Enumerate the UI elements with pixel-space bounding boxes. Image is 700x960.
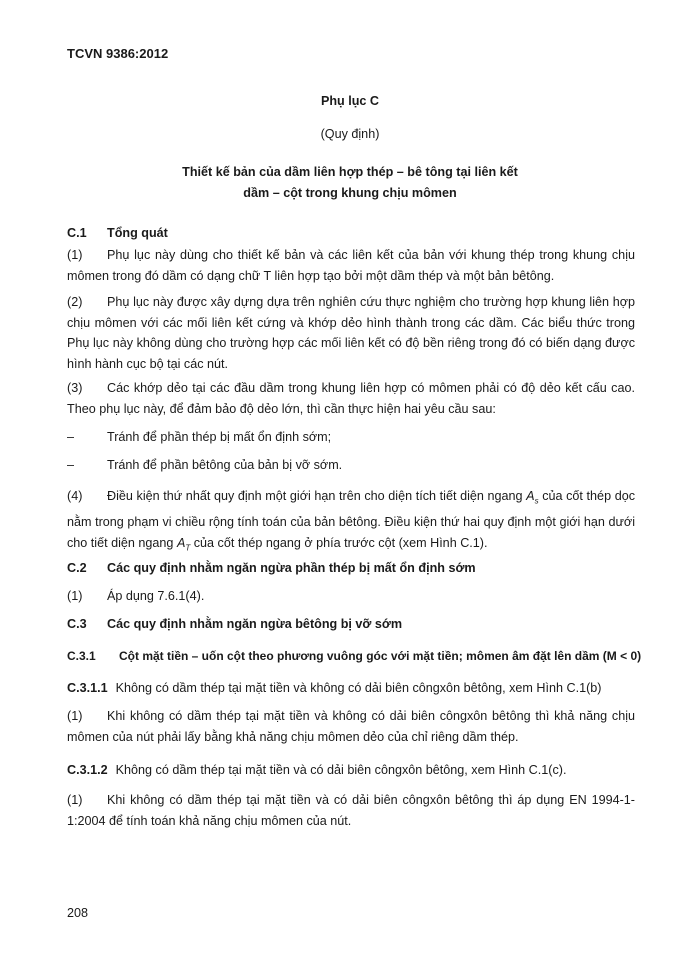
paragraph-text: Các khớp dẻo tại các đầu dầm trong khung liên hợp có mômen phải có độ dẻo kết cấu cao. Theo phụ lục này, để đảm bảo độ dẻo lớn, thì cần thực hiện hai yêu cầu sau: xyxy=(67,381,635,416)
section-title: Cột mặt tiền – uốn cột theo phương vuông góc với mặt tiền; mômen âm đặt lên dầm (M < 0) xyxy=(119,649,642,663)
document-header: TCVN 9386:2012 xyxy=(67,46,169,61)
bullet-item xyxy=(67,427,635,448)
section-c312-heading xyxy=(67,763,566,777)
section-title: Tổng quát xyxy=(107,226,168,240)
paragraph-label: (1) xyxy=(67,709,83,723)
paragraph-text: Phụ lục này dùng cho thiết kế bản và các liên kết của bản với khung thép trong khung chịu mômen trong đó dầm có dạng chữ T liên hợp tạo bởi một dầm thép và một bản bêtông. xyxy=(67,248,635,283)
section-c2-heading xyxy=(67,561,476,575)
paragraph-label: (3) xyxy=(67,381,83,395)
bullet-text: Tránh để phần thép bị mất ổn định sớm; xyxy=(107,430,332,444)
section-number: C.3.1 xyxy=(67,649,96,663)
annex-status: (Quy định) xyxy=(320,127,380,141)
dash-bullet: – xyxy=(67,430,75,444)
symbol-letter: A xyxy=(526,489,535,503)
section-c1-heading xyxy=(67,226,168,240)
section-c311-heading xyxy=(67,681,601,695)
paragraph-text: của cốt thép ngang ở phía trước cột (xem Hình C.1). xyxy=(190,535,488,550)
paragraph-label: (2) xyxy=(67,295,83,309)
paragraph-c311-1 xyxy=(67,706,635,747)
paragraph-c1-1 xyxy=(67,245,635,286)
section-c31-heading xyxy=(67,649,641,663)
section-number: C.3 xyxy=(67,617,87,631)
paragraph-c1-2 xyxy=(67,292,635,374)
annex-heading-line1: Thiết kế bản của dầm liên hợp thép – bê tông tại liên kết xyxy=(182,165,518,179)
symbol-subscript: s xyxy=(534,496,539,506)
annex-title: Phụ lục C xyxy=(320,94,380,108)
section-number: C.3.1.1 xyxy=(67,681,108,695)
paragraph-text: Phụ lục này được xây dựng dựa trên nghiên cứu thực nghiệm cho trường hợp khung liên hợp chịu mômen với các mối liên kết cứng và khớp dẻo hình thành trong các dầm. Các biểu thức trong Phụ lục này không dùng cho trường hợp các mối liên kết có độ bền riêng trong đó có biến dạng được hình hành cục bộ tại các nút. xyxy=(67,295,635,371)
paragraph-c1-4 xyxy=(67,486,635,559)
paragraph-text: Khi không có dầm thép tại mặt tiền và có dải biên côngxôn bêtông thì áp dụng EN 1994-1-1:2004 để tính toán khả năng chịu mômen của nút. xyxy=(67,793,635,828)
paragraph-label: (1) xyxy=(67,248,83,262)
bullet-text: Tránh để phần bêtông của bản bị vỡ sớm. xyxy=(107,458,343,472)
paragraph-text: của cốt thép dọc nằm trong phạm vi chiều rộng tính toán của bản bêtông. Điều kiện thứ hai quy định một giới hạn dưới cho tiết diện ngang xyxy=(67,489,635,550)
paragraph-label: (1) xyxy=(67,589,83,603)
section-number: C.3.1.2 xyxy=(67,763,108,777)
symbol-subscript: T xyxy=(185,543,191,553)
bullet-item xyxy=(67,455,635,476)
paragraph-label: (4) xyxy=(67,489,83,503)
paragraph-label: (1) xyxy=(67,793,83,807)
paragraph-c312-1 xyxy=(67,790,635,831)
section-number: C.2 xyxy=(67,561,87,575)
section-title: Các quy định nhằm ngăn ngừa phần thép bị mất ổn định sớm xyxy=(107,561,476,575)
paragraph-text: Khi không có dầm thép tại mặt tiền và không có dải biên côngxôn bêtông thì khả năng chịu mômen của nút phải lấy bằng khả năng chịu mômen dẻo của chỉ riêng dầm thép. xyxy=(67,709,635,744)
section-title: Không có dầm thép tại mặt tiền và có dải biên côngxôn bêtông, xem Hình C.1(c). xyxy=(115,763,567,777)
symbol-as xyxy=(526,489,539,506)
section-number: C.1 xyxy=(67,226,87,240)
page-number: 208 xyxy=(67,906,89,920)
section-title: Các quy định nhằm ngăn ngừa bêtông bị vỡ sớm xyxy=(107,617,403,631)
symbol-at xyxy=(176,535,191,553)
section-title: Không có dầm thép tại mặt tiền và không có dải biên côngxôn bêtông, xem Hình C.1(b) xyxy=(115,681,602,695)
paragraph-c2-1 xyxy=(67,586,635,607)
section-c3-heading xyxy=(67,617,402,631)
paragraph-text: Điều kiện thứ nhất quy định một giới hạn trên cho diện tích tiết diện ngang xyxy=(107,489,527,503)
dash-bullet: – xyxy=(67,458,75,472)
annex-heading-line2: dầm – cột trong khung chịu mômen xyxy=(243,186,457,200)
paragraph-text: Áp dụng 7.6.1(4). xyxy=(107,589,205,603)
paragraph-c1-3 xyxy=(67,378,635,419)
symbol-letter: A xyxy=(176,535,186,550)
